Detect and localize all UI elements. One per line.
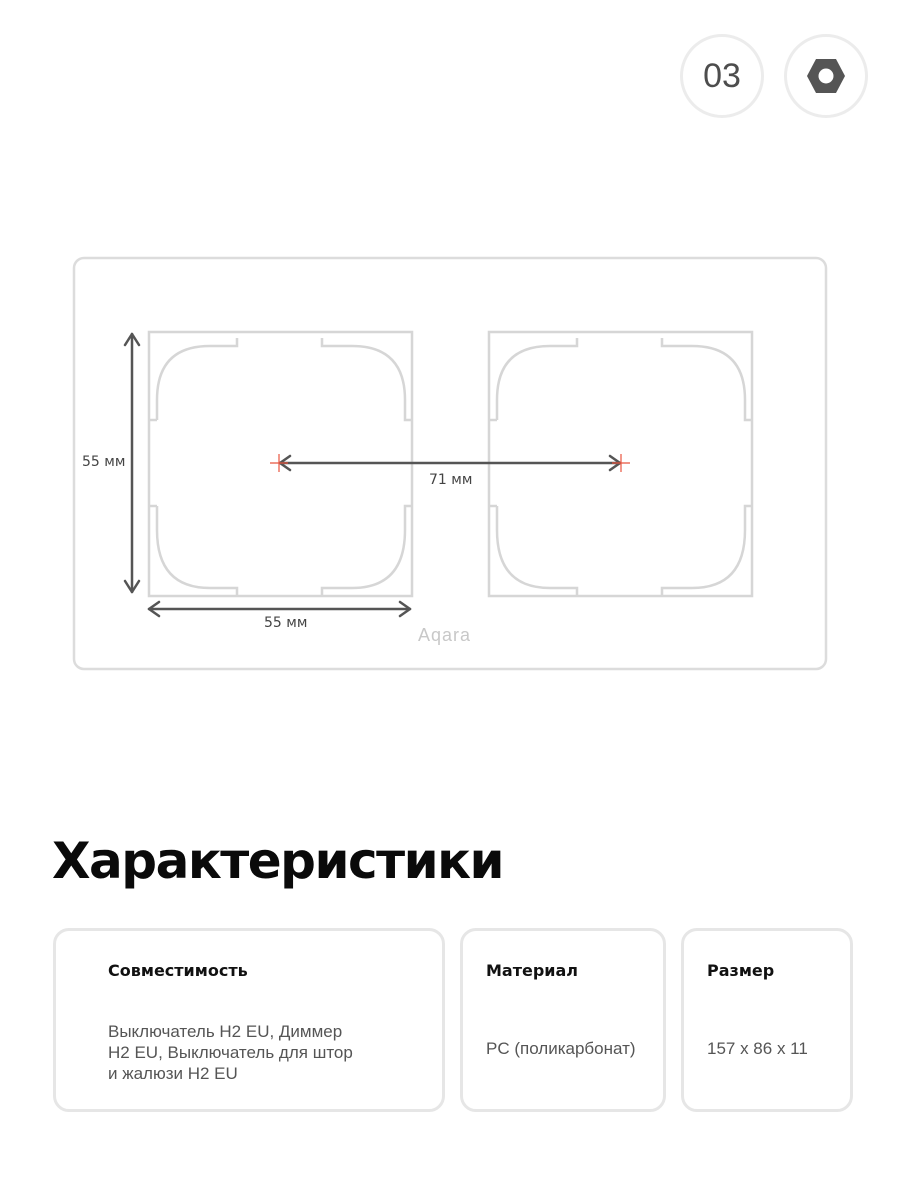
height-label: 55 мм [82, 454, 126, 470]
spacing-label: 71 мм [429, 472, 473, 488]
material-title: Материал [486, 961, 579, 980]
compatibility-line: и жалюзи H2 EU [108, 1064, 238, 1083]
material-card [460, 928, 666, 1112]
width-label: 55 мм [264, 615, 308, 631]
size-card [681, 928, 853, 1112]
specs-heading: Характеристики [52, 832, 504, 890]
width-dimension-arrow [149, 602, 410, 616]
compatibility-line: Выключатель H2 EU, Диммер [108, 1022, 343, 1041]
center-mark-left [270, 454, 288, 472]
size-title: Размер [707, 961, 775, 980]
compatibility-title: Совместимость [108, 961, 248, 980]
center-mark-right [612, 454, 630, 472]
size-value: 157 x 86 x 11 [707, 1039, 808, 1058]
aqara-logo: Aqara [418, 625, 472, 645]
page-number: 03 [703, 56, 741, 95]
compatibility-text [108, 1021, 353, 1084]
spacing-dimension-arrow [280, 456, 620, 470]
height-dimension-arrow [125, 334, 139, 592]
compatibility-card [53, 928, 445, 1112]
compatibility-line: H2 EU, Выключатель для штор [108, 1043, 353, 1062]
material-value: PC (поликарбонат) [486, 1039, 636, 1058]
